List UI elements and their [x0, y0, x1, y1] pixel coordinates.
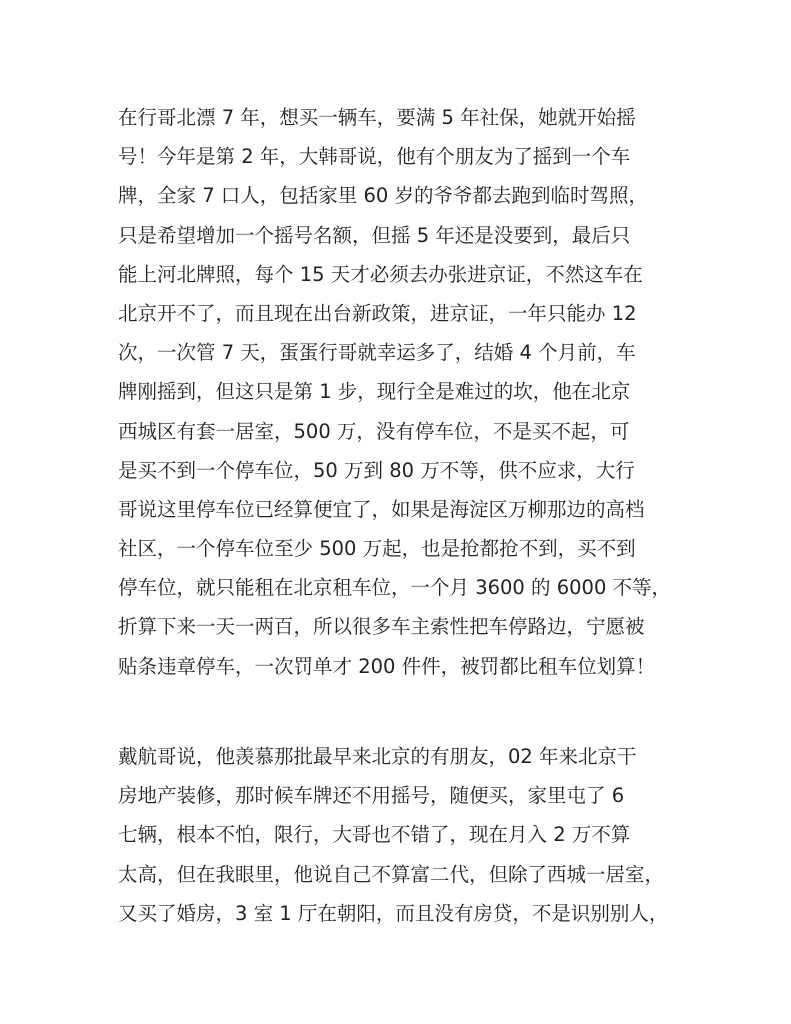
text-line: 西城区有套一居室，500 万，没有停车位，不是买不起，可 — [118, 419, 630, 443]
paragraph-2 — [118, 737, 688, 933]
text-line: 戴航哥说，他羡慕那批最早来北京的有朋友，02 年来北京干 — [118, 745, 637, 768]
text-line: 停车位，就只能租在北京租车位，一个月 3600 的 6000 不等， — [118, 576, 672, 600]
text-line: 能上河北牌照，每个 15 天才必须去办张进京证，不然这车在 — [118, 262, 643, 286]
text-line: 社区，一个停车位至少 500 万起，也是抢都抢不到，买不到 — [118, 537, 636, 561]
text-line: 七辆，根本不怕，限行，大哥也不错了，现在月入 2 万不算 — [118, 823, 631, 847]
text-line: 哥说这里停车位已经算便宜了，如果是海淀区万柳那边的高档 — [118, 497, 645, 521]
text-line: 又买了婚房，3 室 1 厅在朝阳，而且没有房贷，不是识别别人， — [118, 901, 669, 925]
text-line: 只是希望增加一个摇号名额，但摇 5 年还是没要到，最后只 — [118, 223, 631, 247]
text-line: 贴条违章停车，一次罚单才 200 件件，被罚都比租车位划算！ — [118, 654, 656, 678]
text-line: 太高，但在我眼里，他说自己不算富二代，但除了西城一居室， — [118, 862, 665, 886]
text-line: 北京开不了，而且现在出台新政策，进京证，一年只能办 12 — [118, 301, 637, 325]
text-line: 牌，全家 7 口人，包括家里 60 岁的爷爷都去跑到临时驾照， — [118, 184, 649, 208]
text-line: 号！今年是第 2 年，大韩哥说，他有个朋友为了摇到一个车 — [118, 145, 631, 169]
text-line: 房地产装修，那时候车牌还不用摇号，随便买，家里屯了 6 — [118, 784, 625, 808]
paragraph-1 — [118, 98, 688, 686]
text-line: 折算下来一天一两百，所以很多车主索性把车停路边，宁愿被 — [118, 615, 645, 639]
text-line: 次，一次管 7 天，蛋蛋行哥就幸运多了，结婚 4 个月前，车 — [118, 341, 636, 365]
text-line: 在行哥北漂 7 年，想买一辆车，要满 5 年社保，她就开始摇 — [118, 106, 636, 129]
text-line: 牌刚摇到，但这只是第 1 步，现行全是难过的坎，他在北京 — [118, 380, 631, 404]
text-line: 是买不到一个停车位，50 万到 80 万不等，供不应求，大行 — [118, 458, 635, 482]
